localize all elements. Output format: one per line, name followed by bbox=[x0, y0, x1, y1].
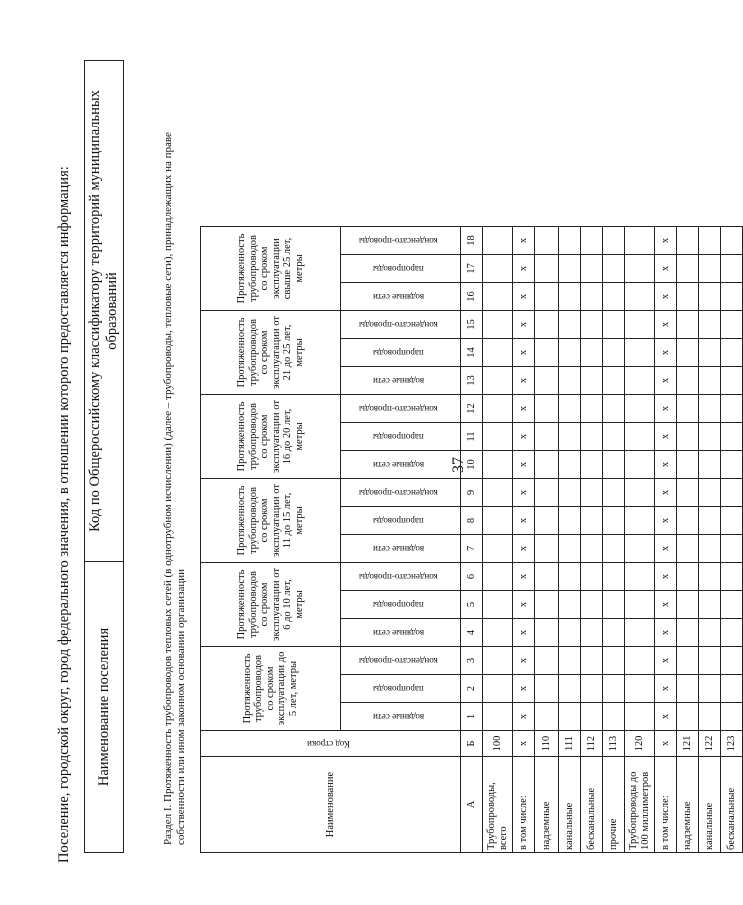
data-cell[interactable]: х bbox=[513, 563, 535, 591]
data-cell[interactable] bbox=[483, 703, 513, 731]
subheader-cell: конденсато-проводы bbox=[341, 311, 461, 339]
table-row bbox=[513, 227, 535, 853]
row-name: канальные bbox=[699, 757, 721, 853]
row-code: х bbox=[655, 731, 677, 757]
data-cell[interactable] bbox=[625, 563, 655, 591]
data-cell[interactable] bbox=[625, 339, 655, 367]
settlement-header-table bbox=[84, 60, 124, 853]
data-cell[interactable] bbox=[677, 311, 699, 339]
data-cell[interactable] bbox=[699, 535, 721, 563]
data-cell[interactable] bbox=[625, 367, 655, 395]
data-cell[interactable] bbox=[483, 395, 513, 423]
data-cell[interactable]: х bbox=[655, 227, 677, 255]
column-letter: Б bbox=[461, 731, 483, 757]
data-cell[interactable] bbox=[721, 591, 743, 619]
data-cell[interactable] bbox=[677, 423, 699, 451]
data-cell[interactable] bbox=[581, 423, 603, 451]
data-cell[interactable] bbox=[559, 535, 581, 563]
data-cell[interactable] bbox=[559, 227, 581, 255]
data-cell[interactable] bbox=[625, 479, 655, 507]
data-cell[interactable]: х bbox=[655, 591, 677, 619]
data-cell[interactable] bbox=[603, 647, 625, 675]
data-cell[interactable] bbox=[535, 395, 559, 423]
data-cell[interactable] bbox=[581, 451, 603, 479]
data-cell[interactable] bbox=[699, 311, 721, 339]
row-name: надземные bbox=[535, 757, 559, 853]
row-name: в том числе: bbox=[513, 757, 535, 853]
data-cell[interactable] bbox=[535, 339, 559, 367]
column-number: 14 bbox=[461, 339, 483, 367]
data-cell[interactable] bbox=[721, 311, 743, 339]
data-cell[interactable] bbox=[677, 675, 699, 703]
subheader-cell: водяные сети bbox=[341, 619, 461, 647]
data-cell[interactable]: х bbox=[655, 283, 677, 311]
data-cell[interactable] bbox=[721, 647, 743, 675]
table-row bbox=[677, 227, 699, 853]
column-number: 15 bbox=[461, 311, 483, 339]
data-cell[interactable] bbox=[677, 367, 699, 395]
data-cell[interactable] bbox=[559, 619, 581, 647]
data-cell[interactable] bbox=[535, 535, 559, 563]
data-cell[interactable]: х bbox=[513, 451, 535, 479]
subheader-cell: водяные сети bbox=[341, 367, 461, 395]
data-cell[interactable] bbox=[535, 507, 559, 535]
group-header-16-20: Протяженность трубопроводов со сроком эксплуатации от 16 до 20 лет, метры bbox=[201, 395, 341, 479]
column-number: 5 bbox=[461, 591, 483, 619]
data-cell[interactable] bbox=[483, 227, 513, 255]
row-code: 121 bbox=[677, 731, 699, 757]
data-cell[interactable] bbox=[483, 311, 513, 339]
row-code: 120 bbox=[625, 731, 655, 757]
row-code: 100 bbox=[483, 731, 513, 757]
column-letter: А bbox=[461, 757, 483, 853]
data-cell[interactable] bbox=[721, 227, 743, 255]
data-cell[interactable] bbox=[559, 367, 581, 395]
column-number: 12 bbox=[461, 395, 483, 423]
data-cell[interactable] bbox=[581, 591, 603, 619]
oktmo-code-header: Код по Общероссийскому классификатору территорий муниципальных образований bbox=[85, 61, 124, 562]
row-code: 111 bbox=[559, 731, 581, 757]
data-cell[interactable] bbox=[535, 311, 559, 339]
data-cell[interactable] bbox=[535, 283, 559, 311]
data-cell[interactable] bbox=[483, 535, 513, 563]
column-number: 13 bbox=[461, 367, 483, 395]
subheader-cell: паропроводы bbox=[341, 339, 461, 367]
data-cell[interactable]: х bbox=[513, 619, 535, 647]
intro-text: Поселение, городской округ, город федерального значения, в отношении которого предоставляется информация: bbox=[56, 166, 72, 863]
data-cell[interactable] bbox=[603, 451, 625, 479]
data-cell[interactable]: х bbox=[513, 283, 535, 311]
column-number: 17 bbox=[461, 255, 483, 283]
table-row bbox=[535, 227, 559, 853]
data-cell[interactable] bbox=[581, 619, 603, 647]
data-cell[interactable] bbox=[535, 367, 559, 395]
data-cell[interactable]: х bbox=[655, 647, 677, 675]
data-cell[interactable] bbox=[483, 283, 513, 311]
data-cell[interactable] bbox=[677, 479, 699, 507]
page-number: 37 bbox=[450, 457, 467, 473]
data-cell[interactable]: х bbox=[655, 675, 677, 703]
data-cell[interactable] bbox=[535, 647, 559, 675]
data-cell[interactable] bbox=[699, 675, 721, 703]
data-cell[interactable] bbox=[721, 283, 743, 311]
data-cell[interactable] bbox=[721, 563, 743, 591]
subheader-cell: конденсато-проводы bbox=[341, 647, 461, 675]
row-name: бесканальные bbox=[581, 757, 603, 853]
data-cell[interactable] bbox=[625, 703, 655, 731]
data-cell[interactable] bbox=[603, 283, 625, 311]
data-cell[interactable] bbox=[721, 255, 743, 283]
column-number: 3 bbox=[461, 647, 483, 675]
data-cell[interactable] bbox=[699, 227, 721, 255]
data-cell[interactable] bbox=[483, 479, 513, 507]
table-row bbox=[581, 227, 603, 853]
table-row bbox=[699, 227, 721, 853]
data-cell[interactable]: х bbox=[655, 507, 677, 535]
column-number: 18 bbox=[461, 227, 483, 255]
data-cell[interactable] bbox=[721, 619, 743, 647]
data-cell[interactable] bbox=[559, 507, 581, 535]
data-cell[interactable] bbox=[559, 675, 581, 703]
data-cell[interactable] bbox=[699, 507, 721, 535]
data-cell[interactable] bbox=[535, 255, 559, 283]
data-cell[interactable] bbox=[581, 227, 603, 255]
column-number-row bbox=[461, 227, 483, 853]
data-cell[interactable] bbox=[559, 283, 581, 311]
column-number: 16 bbox=[461, 283, 483, 311]
data-cell[interactable]: х bbox=[513, 535, 535, 563]
rotated-content bbox=[50, 13, 737, 893]
data-cell[interactable] bbox=[625, 647, 655, 675]
data-cell[interactable] bbox=[721, 423, 743, 451]
data-cell[interactable] bbox=[581, 507, 603, 535]
data-cell[interactable]: х bbox=[513, 227, 535, 255]
data-cell[interactable] bbox=[603, 675, 625, 703]
data-cell[interactable] bbox=[721, 451, 743, 479]
data-cell[interactable]: х bbox=[655, 703, 677, 731]
subheader-cell: конденсато-проводы bbox=[341, 227, 461, 255]
data-cell[interactable] bbox=[721, 703, 743, 731]
data-cell[interactable] bbox=[677, 255, 699, 283]
data-cell[interactable] bbox=[625, 395, 655, 423]
data-cell[interactable] bbox=[603, 227, 625, 255]
subheader-cell: водяные сети bbox=[341, 535, 461, 563]
data-cell[interactable] bbox=[721, 339, 743, 367]
data-cell[interactable] bbox=[721, 367, 743, 395]
data-cell[interactable] bbox=[699, 703, 721, 731]
data-cell[interactable] bbox=[699, 283, 721, 311]
data-cell[interactable] bbox=[699, 255, 721, 283]
col-name-header: Наименование bbox=[201, 757, 461, 853]
data-cell[interactable] bbox=[721, 675, 743, 703]
data-cell[interactable] bbox=[603, 563, 625, 591]
data-cell[interactable] bbox=[699, 451, 721, 479]
data-cell[interactable] bbox=[581, 535, 603, 563]
data-cell[interactable]: х bbox=[513, 507, 535, 535]
data-cell[interactable] bbox=[483, 451, 513, 479]
subheader-cell: паропроводы bbox=[341, 675, 461, 703]
data-cell[interactable] bbox=[677, 647, 699, 675]
row-code: 112 bbox=[581, 731, 603, 757]
data-cell[interactable] bbox=[677, 395, 699, 423]
data-cell[interactable] bbox=[677, 227, 699, 255]
section-title: Раздел I. Протяженность трубопроводов тепловых сетей (в однотрубном исчислении) (далее – трубопроводы, тепловые сети), принадлежащих на праве собственности или ином законном основании организации bbox=[162, 132, 187, 845]
data-cell[interactable] bbox=[559, 311, 581, 339]
data-cell[interactable] bbox=[721, 479, 743, 507]
data-cell[interactable] bbox=[699, 563, 721, 591]
data-cell[interactable] bbox=[559, 479, 581, 507]
data-cell[interactable] bbox=[603, 311, 625, 339]
data-cell[interactable] bbox=[603, 591, 625, 619]
column-number: 2 bbox=[461, 675, 483, 703]
data-cell[interactable] bbox=[625, 283, 655, 311]
data-cell[interactable] bbox=[483, 367, 513, 395]
data-cell[interactable] bbox=[581, 479, 603, 507]
row-name: в том числе: bbox=[655, 757, 677, 853]
data-cell[interactable] bbox=[581, 255, 603, 283]
group-header-0-5: Протяженность трубопроводов со сроком эксплуатации до 5 лет, метры bbox=[201, 647, 341, 731]
data-cell[interactable] bbox=[603, 703, 625, 731]
row-name: бесканальные bbox=[721, 757, 743, 853]
data-cell[interactable] bbox=[699, 479, 721, 507]
data-cell[interactable] bbox=[625, 451, 655, 479]
data-cell[interactable]: х bbox=[513, 367, 535, 395]
data-cell[interactable] bbox=[559, 255, 581, 283]
data-cell[interactable] bbox=[535, 227, 559, 255]
data-cell[interactable]: х bbox=[655, 367, 677, 395]
pipeline-length-table bbox=[200, 226, 743, 853]
column-number: 6 bbox=[461, 563, 483, 591]
data-cell[interactable] bbox=[581, 311, 603, 339]
column-number: 4 bbox=[461, 619, 483, 647]
data-cell[interactable] bbox=[721, 395, 743, 423]
data-cell[interactable]: х bbox=[655, 451, 677, 479]
data-cell[interactable] bbox=[603, 339, 625, 367]
table-row bbox=[603, 227, 625, 853]
group-header-over-25: Протяженность трубопроводов со сроком эксплуатации свыше 25 лет, метры bbox=[201, 227, 341, 311]
data-cell[interactable] bbox=[603, 619, 625, 647]
data-cell[interactable]: х bbox=[513, 479, 535, 507]
row-code: х bbox=[513, 731, 535, 757]
row-name: Трубопроводы, всего bbox=[483, 757, 513, 853]
data-cell[interactable] bbox=[535, 619, 559, 647]
data-cell[interactable]: х bbox=[655, 311, 677, 339]
data-cell[interactable] bbox=[721, 507, 743, 535]
data-cell[interactable] bbox=[559, 339, 581, 367]
data-cell[interactable] bbox=[535, 479, 559, 507]
data-cell[interactable] bbox=[677, 591, 699, 619]
row-name: надземные bbox=[677, 757, 699, 853]
data-cell[interactable] bbox=[677, 563, 699, 591]
data-cell[interactable] bbox=[699, 367, 721, 395]
subheader-cell: паропроводы bbox=[341, 423, 461, 451]
subheader-cell: водяные сети bbox=[341, 451, 461, 479]
data-cell[interactable]: х bbox=[513, 591, 535, 619]
column-number: 8 bbox=[461, 507, 483, 535]
data-cell[interactable]: х bbox=[513, 255, 535, 283]
data-cell[interactable] bbox=[699, 395, 721, 423]
data-cell[interactable] bbox=[559, 395, 581, 423]
data-cell[interactable] bbox=[581, 367, 603, 395]
data-cell[interactable] bbox=[483, 675, 513, 703]
data-cell[interactable] bbox=[581, 563, 603, 591]
table-row bbox=[721, 227, 743, 853]
data-cell[interactable] bbox=[677, 283, 699, 311]
row-name: прочие bbox=[603, 757, 625, 853]
data-cell[interactable] bbox=[483, 563, 513, 591]
data-cell[interactable] bbox=[535, 591, 559, 619]
data-cell[interactable] bbox=[625, 619, 655, 647]
data-cell[interactable] bbox=[535, 423, 559, 451]
row-code: 122 bbox=[699, 731, 721, 757]
data-cell[interactable]: х bbox=[655, 423, 677, 451]
table-row bbox=[483, 227, 513, 853]
data-cell[interactable] bbox=[581, 283, 603, 311]
data-cell[interactable] bbox=[625, 507, 655, 535]
data-cell[interactable] bbox=[535, 563, 559, 591]
subheader-cell: паропроводы bbox=[341, 591, 461, 619]
subheader-cell: паропроводы bbox=[341, 507, 461, 535]
row-name: канальные bbox=[559, 757, 581, 853]
data-cell[interactable]: х bbox=[655, 255, 677, 283]
data-cell[interactable] bbox=[603, 479, 625, 507]
data-cell[interactable]: х bbox=[655, 339, 677, 367]
data-cell[interactable] bbox=[699, 423, 721, 451]
data-cell[interactable] bbox=[581, 675, 603, 703]
data-cell[interactable] bbox=[677, 507, 699, 535]
data-cell[interactable]: х bbox=[513, 395, 535, 423]
data-cell[interactable] bbox=[677, 619, 699, 647]
data-cell[interactable] bbox=[699, 619, 721, 647]
data-cell[interactable]: х bbox=[655, 619, 677, 647]
data-cell[interactable] bbox=[581, 339, 603, 367]
data-cell[interactable] bbox=[483, 647, 513, 675]
column-number: 9 bbox=[461, 479, 483, 507]
data-cell[interactable] bbox=[535, 675, 559, 703]
table-body bbox=[483, 227, 743, 853]
group-header-21-25: Протяженность трубопроводов со сроком эксплуатации от 21 до 25 лет, метры bbox=[201, 311, 341, 395]
data-cell[interactable] bbox=[625, 255, 655, 283]
data-cell[interactable] bbox=[603, 255, 625, 283]
subheader-cell: водяные сети bbox=[341, 283, 461, 311]
subheader-cell: паропроводы bbox=[341, 255, 461, 283]
data-cell[interactable]: х bbox=[655, 395, 677, 423]
data-cell[interactable] bbox=[721, 535, 743, 563]
data-cell[interactable] bbox=[699, 647, 721, 675]
data-cell[interactable] bbox=[559, 563, 581, 591]
subheader-cell: конденсато-проводы bbox=[341, 563, 461, 591]
data-cell[interactable]: х bbox=[655, 479, 677, 507]
data-cell[interactable] bbox=[559, 703, 581, 731]
data-cell[interactable] bbox=[625, 227, 655, 255]
data-cell[interactable] bbox=[677, 451, 699, 479]
data-cell[interactable] bbox=[483, 339, 513, 367]
data-cell[interactable] bbox=[483, 507, 513, 535]
data-cell[interactable] bbox=[535, 703, 559, 731]
table-row bbox=[625, 227, 655, 853]
subheader-cell: конденсато-проводы bbox=[341, 395, 461, 423]
data-cell[interactable]: х bbox=[513, 423, 535, 451]
data-cell[interactable] bbox=[559, 591, 581, 619]
data-cell[interactable] bbox=[677, 339, 699, 367]
subheader-cell: водяные сети bbox=[341, 703, 461, 731]
row-name: Трубопроводы до 100 миллиметров bbox=[625, 757, 655, 853]
data-cell[interactable]: х bbox=[655, 535, 677, 563]
data-cell[interactable] bbox=[559, 423, 581, 451]
data-cell[interactable] bbox=[581, 647, 603, 675]
column-number: 10 bbox=[461, 451, 483, 479]
data-cell[interactable] bbox=[625, 675, 655, 703]
settlement-name-header: Наименование поселения bbox=[85, 562, 124, 853]
column-number: 1 bbox=[461, 703, 483, 731]
data-cell[interactable] bbox=[483, 591, 513, 619]
data-cell[interactable] bbox=[603, 423, 625, 451]
data-cell[interactable] bbox=[603, 367, 625, 395]
table-row bbox=[559, 227, 581, 853]
data-cell[interactable] bbox=[625, 535, 655, 563]
group-header-6-10: Протяженность трубопроводов со сроком эксплуатации от 6 до 10 лет, метры bbox=[201, 563, 341, 647]
data-cell[interactable]: х bbox=[513, 703, 535, 731]
data-cell[interactable] bbox=[483, 423, 513, 451]
data-cell[interactable] bbox=[677, 535, 699, 563]
data-cell[interactable] bbox=[559, 451, 581, 479]
data-cell[interactable] bbox=[483, 619, 513, 647]
data-cell[interactable] bbox=[559, 647, 581, 675]
subheader-cell: конденсато-проводы bbox=[341, 479, 461, 507]
data-cell[interactable]: х bbox=[513, 675, 535, 703]
data-cell[interactable] bbox=[625, 423, 655, 451]
data-cell[interactable] bbox=[581, 395, 603, 423]
data-cell[interactable]: х bbox=[513, 339, 535, 367]
data-cell[interactable]: х bbox=[513, 311, 535, 339]
column-number: 7 bbox=[461, 535, 483, 563]
data-cell[interactable] bbox=[535, 451, 559, 479]
data-cell[interactable] bbox=[603, 395, 625, 423]
data-cell[interactable] bbox=[699, 339, 721, 367]
data-cell[interactable] bbox=[603, 507, 625, 535]
row-code: 123 bbox=[721, 731, 743, 757]
data-cell[interactable] bbox=[677, 703, 699, 731]
data-cell[interactable] bbox=[699, 591, 721, 619]
group-header-11-15: Протяженность трубопроводов со сроком эксплуатации от 11 до 15 лет, метры bbox=[201, 479, 341, 563]
row-code: 110 bbox=[535, 731, 559, 757]
table-row bbox=[655, 227, 677, 853]
column-number: 11 bbox=[461, 423, 483, 451]
data-cell[interactable]: х bbox=[655, 563, 677, 591]
row-code: 113 bbox=[603, 731, 625, 757]
data-cell[interactable] bbox=[483, 255, 513, 283]
data-cell[interactable] bbox=[603, 535, 625, 563]
col-code-header: Код строки bbox=[201, 731, 461, 757]
data-cell[interactable] bbox=[625, 311, 655, 339]
data-cell[interactable] bbox=[581, 703, 603, 731]
data-cell[interactable] bbox=[625, 591, 655, 619]
data-cell[interactable]: х bbox=[513, 647, 535, 675]
